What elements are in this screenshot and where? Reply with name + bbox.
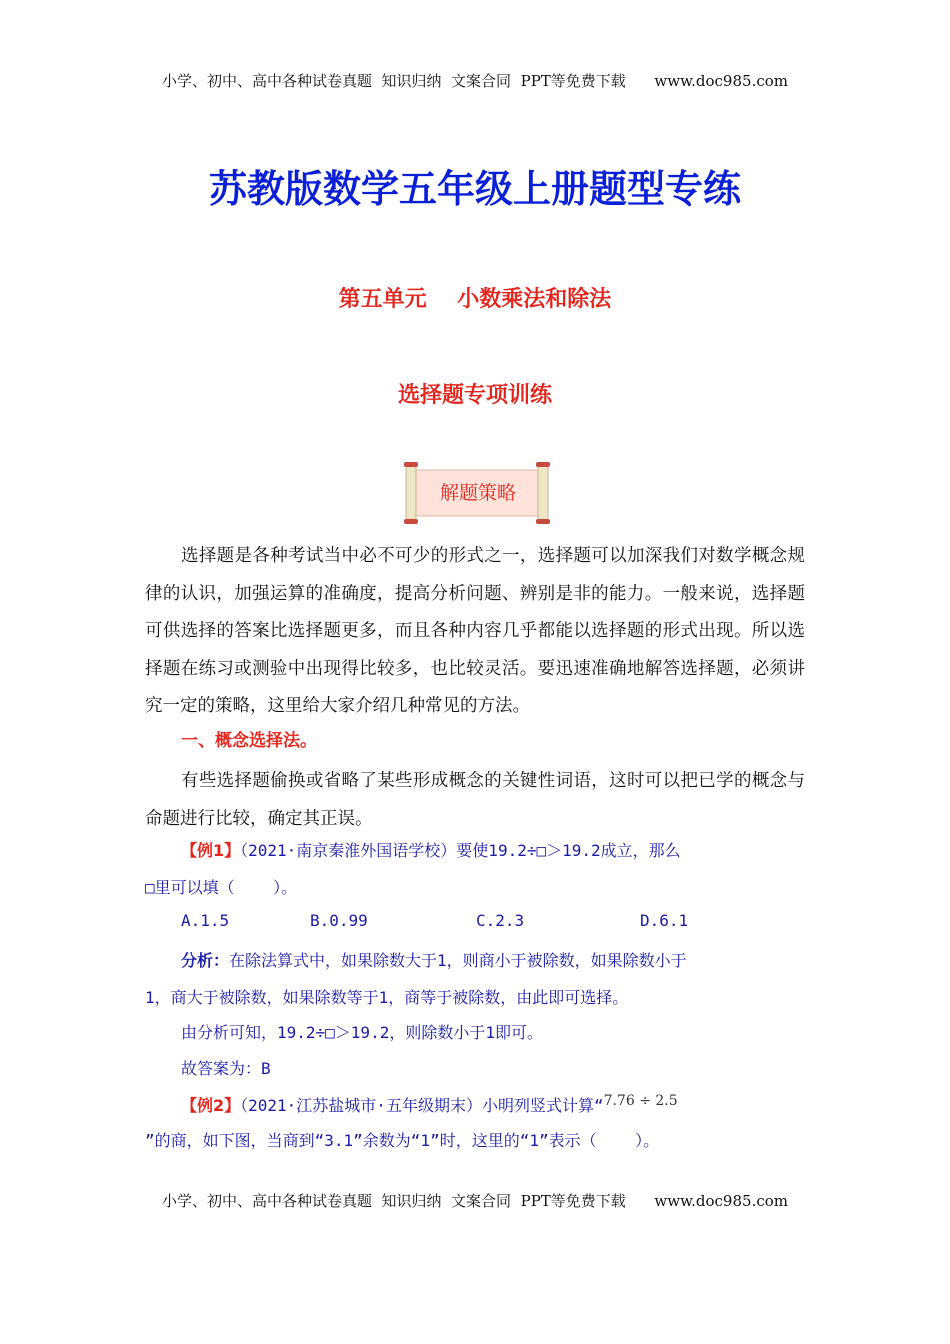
analysis-text1: 在除法算式中，如果除数大于1，则商小于被除数，如果除数小于 (229, 951, 687, 970)
example1-line2: □里可以填（ ）。 (145, 878, 298, 897)
analysis-line3: 由分析可知，19.2÷□＞19.2，则除数小于1即可。 (181, 1023, 543, 1042)
page-footer: 小学、初中、高中各种试卷真题 知识归纳 文案合同 PPT等免费下载 www.doc985.com (161, 1192, 788, 1210)
intro-paragraph: 选择题是各种考试当中必不可少的形式之一，选择题可以加深我们对数学概念规律的认识，加强运算的准确度，提高分析问题、辨别是非的能力。一般来说，选择题可供选择的答案比选择题更多，而且各种内容几乎都能以选择题的形式出现。所以选择题在练习或测验中出现得比较多，也比较灵活。要迅速准确地解答选择题，必须讲究一定的策略，这里给大家介绍几种常见的方法。 (145, 546, 805, 716)
example2-label: 【例2】 (181, 1096, 241, 1115)
page-header: 小学、初中、高中各种试卷真题 知识归纳 文案合同 PPT等免费下载 www.doc985.com (161, 72, 788, 90)
option-c: C.2.3 (476, 911, 525, 930)
answer-line: 故答案为：B (181, 1059, 271, 1078)
option-a: A.1.5 (181, 911, 230, 930)
example1-line1 (181, 838, 681, 861)
method-description: 有些选择题偷换或省略了某些形成概念的关键性词语，这时可以把已学的概念与命题进行比较，确定其正误。 (145, 771, 805, 829)
method-heading: 一、概念选择法。 (181, 731, 317, 751)
option-d: D.6.1 (640, 911, 689, 930)
example2-line1 (181, 1093, 678, 1116)
analysis-label: 分析： (181, 951, 230, 970)
example1-label: 【例1】 (181, 841, 241, 860)
option-b: B.0.99 (310, 911, 368, 930)
analysis-line1 (181, 948, 687, 971)
document-title: 苏教版数学五年级上册题型专练 (208, 167, 741, 211)
example1-question: （2021·南京秦淮外国语学校）要使19.2÷□＞19.2成立，那么 (240, 841, 681, 860)
analysis-line2: 1，商大于被除数，如果除数等于1，商等于被除数，由此即可选择。 (145, 988, 629, 1007)
example2-line2: ”的商，如下图，当商到“3.1”余数为“1”时，这里的“1”表示（ ）。 (145, 1131, 660, 1150)
unit-title: 第五单元 小数乘法和除法 (338, 287, 612, 312)
banner-label: 解题策略 (439, 482, 516, 504)
example2-expression: 7.76 ÷ 2.5 (603, 1093, 678, 1109)
section-title: 选择题专项训练 (397, 383, 552, 408)
example2-question: （2021·江苏盐城市·五年级期末）小明列竖式计算“ (240, 1096, 604, 1115)
